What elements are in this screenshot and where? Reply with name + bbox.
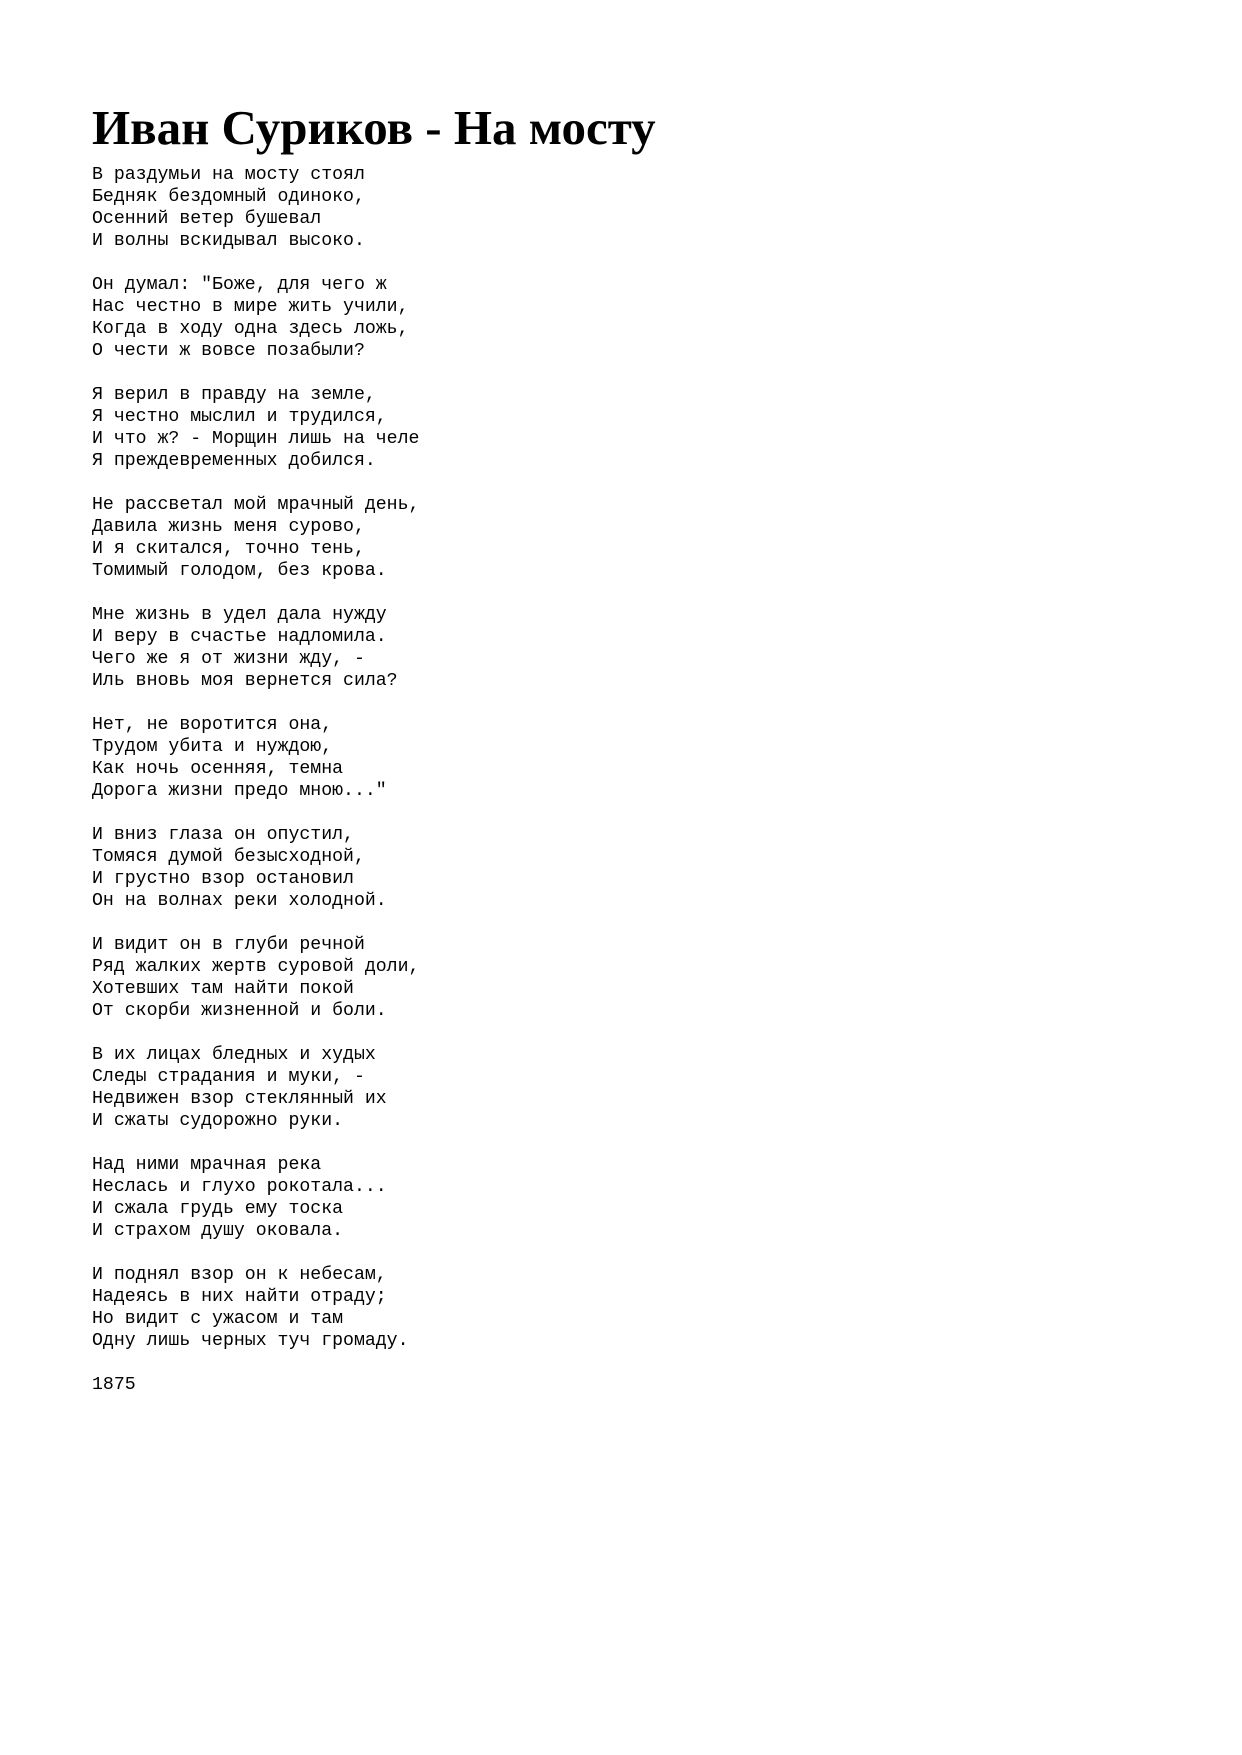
poem-line: Осенний ветер бушевал — [92, 209, 322, 229]
poem-line: Он думал: "Боже, для чего ж — [92, 275, 387, 295]
poem-line: Над ними мрачная река — [92, 1155, 322, 1175]
poem-line: И вниз глаза он опустил, — [92, 825, 354, 845]
poem-line: Неслась и глухо рокотала... — [92, 1177, 387, 1197]
poem-line: В их лицах бледных и худых — [92, 1045, 376, 1065]
poem-line: Я честно мыслил и трудился, — [92, 407, 387, 427]
stanza — [92, 824, 1192, 912]
poem-body — [92, 164, 1192, 1352]
poem-line: Чего же я от жизни жду, - — [92, 649, 365, 669]
poem-line: И сжала грудь ему тоска — [92, 1199, 344, 1219]
poem-line: Одну лишь черных туч громаду. — [92, 1331, 409, 1351]
poem-line: Трудом убита и нуждою, — [92, 737, 333, 757]
poem-line: Бедняк бездомный одиноко, — [92, 187, 365, 207]
poem-line: Недвижен взор стеклянный их — [92, 1089, 387, 1109]
poem-line: Но видит с ужасом и там — [92, 1309, 344, 1329]
poem-line: Он на волнах реки холодной. — [92, 891, 387, 911]
poem-line: И веру в счастье надломила. — [92, 627, 387, 647]
poem-line: И сжаты судорожно руки. — [92, 1111, 344, 1131]
poem-line: От скорби жизненной и боли. — [92, 1001, 387, 1021]
stanza — [92, 714, 1192, 802]
poem-line: Нас честно в мире жить учили, — [92, 297, 409, 317]
poem-line: Иль вновь моя вернется сила? — [92, 671, 398, 691]
poem-line: О чести ж вовсе позабыли? — [92, 341, 365, 361]
stanza — [92, 494, 1192, 582]
stanza — [92, 1154, 1192, 1242]
poem-line: Ряд жалких жертв суровой доли, — [92, 957, 420, 977]
stanza — [92, 604, 1192, 692]
poem-line: Нет, не воротится она, — [92, 715, 333, 735]
poem-year: 1875 — [92, 1375, 136, 1395]
poem-line: Не рассветал мой мрачный день, — [92, 495, 420, 515]
poem-line: Следы страдания и муки, - — [92, 1067, 365, 1087]
poem-line: Мне жизнь в удел дала нужду — [92, 605, 387, 625]
poem-line: И что ж? - Морщин лишь на челе — [92, 429, 420, 449]
poem-line: Давила жизнь меня сурово, — [92, 517, 365, 537]
poem-line: И поднял взор он к небесам, — [92, 1265, 387, 1285]
poem-line: И грустно взор остановил — [92, 869, 354, 889]
document-page — [92, 96, 1192, 1396]
poem-line: В раздумьи на мосту стоял — [92, 165, 365, 185]
stanza — [92, 1044, 1192, 1132]
poem-line: И видит он в глуби речной — [92, 935, 365, 955]
stanza — [92, 274, 1192, 362]
poem-line: Томимый голодом, без крова. — [92, 561, 387, 581]
poem-line: Когда в ходу одна здесь ложь, — [92, 319, 409, 339]
poem-line: Как ночь осенняя, темна — [92, 759, 344, 779]
stanza — [92, 934, 1192, 1022]
poem-line: И я скитался, точно тень, — [92, 539, 365, 559]
stanza — [92, 384, 1192, 472]
poem-line: Я преждевременных добился. — [92, 451, 376, 471]
poem-line: Хотевших там найти покой — [92, 979, 354, 999]
poem-line: Дорога жизни предо мною..." — [92, 781, 387, 801]
poem-line: Я верил в правду на земле, — [92, 385, 376, 405]
poem-line: И волны вскидывал высоко. — [92, 231, 365, 251]
stanza — [92, 164, 1192, 252]
poem-line: Томяся думой безысходной, — [92, 847, 365, 867]
poem-line: Надеясь в них найти отраду; — [92, 1287, 387, 1307]
poem-title: Иван Суриков - На мосту — [92, 100, 656, 155]
stanza — [92, 1264, 1192, 1352]
poem-line: И страхом душу оковала. — [92, 1221, 344, 1241]
